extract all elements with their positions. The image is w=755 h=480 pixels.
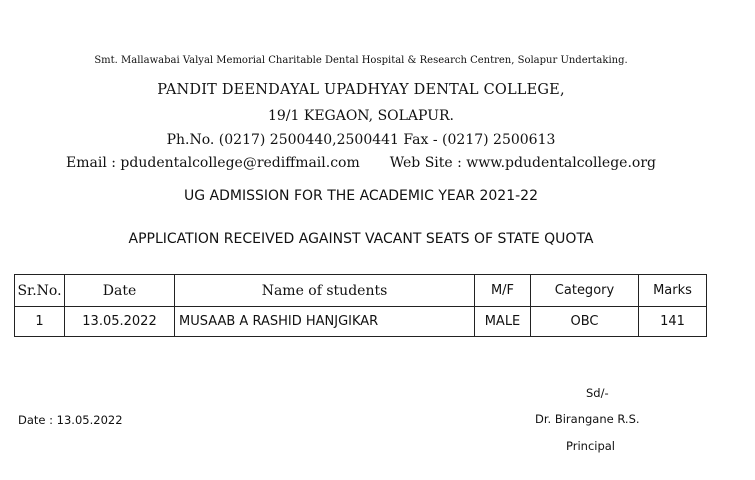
- column-header-date: Date: [65, 275, 175, 307]
- cell-date: 13.05.2022: [65, 307, 175, 337]
- website-text: Web Site : www.pdudentalcollege.org: [389, 155, 656, 171]
- document-date: Date : 13.05.2022: [18, 413, 123, 427]
- table-header-row: [15, 275, 707, 307]
- cell-gender: MALE: [475, 307, 531, 337]
- cell-marks: 141: [639, 307, 707, 337]
- admission-heading: UG ADMISSION FOR THE ACADEMIC YEAR 2021-22: [184, 188, 538, 204]
- college-address: 19/1 KEGAON, SOLAPUR.: [267, 108, 455, 124]
- application-heading: APPLICATION RECEIVED AGAINST VACANT SEATS OF STATE QUOTA: [128, 231, 594, 247]
- signatory-designation: Principal: [566, 439, 616, 453]
- column-header-gender: M/F: [475, 275, 531, 307]
- contact-line: [0, 155, 722, 171]
- phone-fax-line: Ph.No. (0217) 2500440,2500441 Fax - (0217) 2500613: [166, 132, 556, 148]
- cell-sr-no: 1: [15, 307, 65, 337]
- cell-category: OBC: [531, 307, 639, 337]
- cell-student-name: MUSAAB A RASHID HANJGIKAR: [175, 307, 475, 337]
- table-row: [15, 307, 707, 337]
- column-header-name: Name of students: [175, 275, 475, 307]
- college-name: PANDIT DEENDAYAL UPADHYAY DENTAL COLLEGE,: [157, 82, 565, 98]
- column-header-marks: Marks: [639, 275, 707, 307]
- column-header-sr-no: Sr.No.: [15, 275, 65, 307]
- applicants-table: [14, 274, 707, 337]
- email-text: Email : pdudentalcollege@rediffmail.com: [66, 155, 360, 171]
- signatory-name: Dr. Birangane R.S.: [535, 412, 640, 426]
- trust-line: Smt. Mallawabai Valyal Memorial Charitable Dental Hospital & Research Centren, Solapur Undertaking.: [94, 55, 628, 66]
- signature-mark: Sd/-: [586, 386, 609, 400]
- column-header-category: Category: [531, 275, 639, 307]
